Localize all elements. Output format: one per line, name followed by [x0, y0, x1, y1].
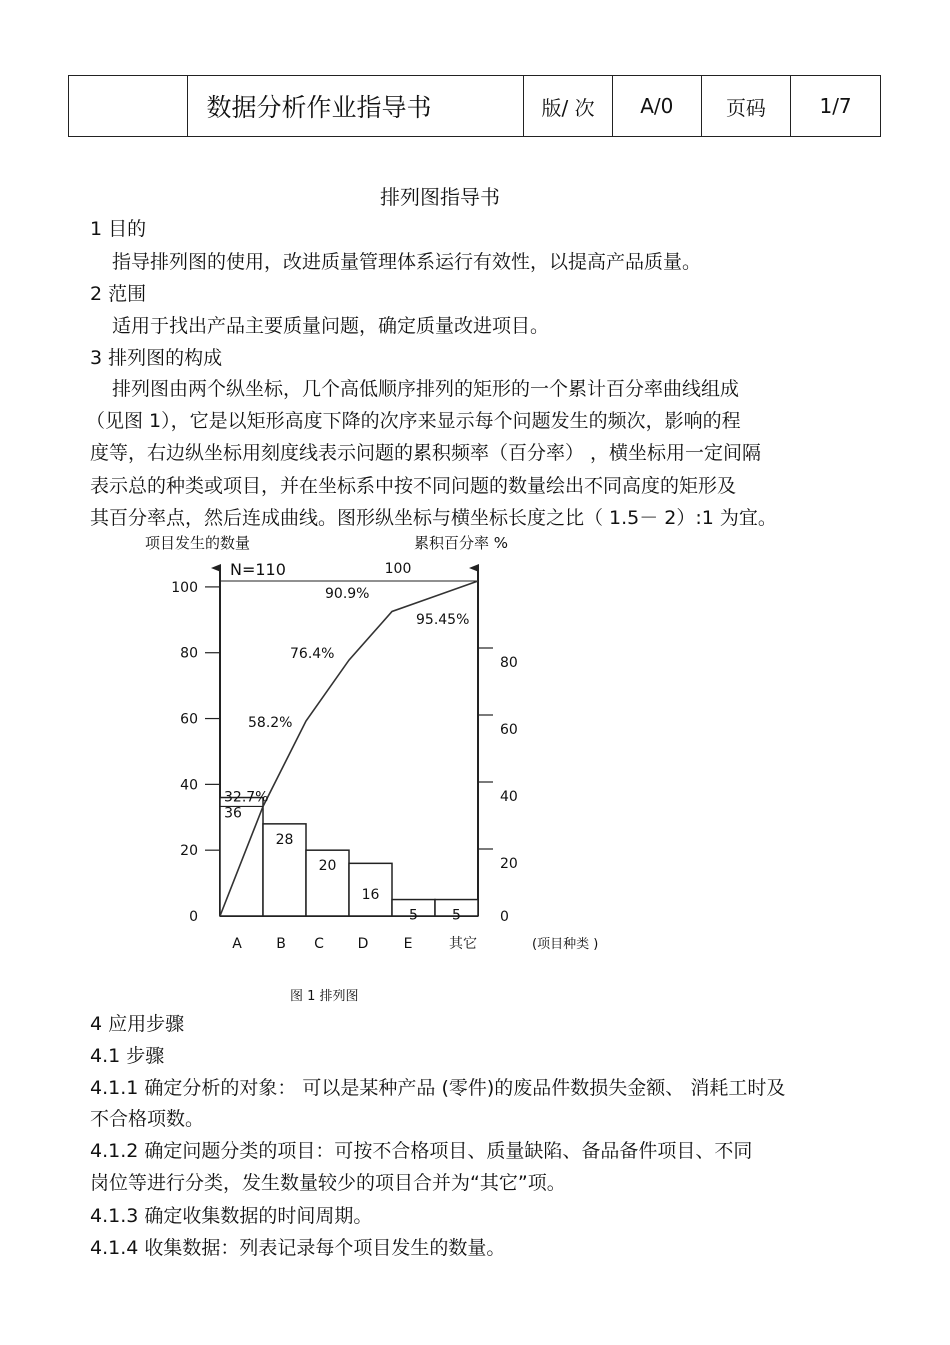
page-value: 1/7: [791, 76, 881, 137]
bar-value-label: 16: [361, 887, 380, 903]
left-tick-label: 60: [180, 711, 198, 728]
section-3-paragraph-line: （见图 1），它是以矩形高度下降的次序来显示每个问题发生的频次，影响的程: [86, 410, 741, 432]
category-label: B: [276, 936, 286, 952]
section-4-1-heading: 4.1 步骤: [90, 1045, 165, 1067]
section-3-paragraph-line: 排列图由两个纵坐标，几个高低顺序排列的矩形的一个累计百分率曲线组成: [112, 378, 740, 400]
right-tick-label: 60: [500, 722, 518, 738]
x-axis-label: (项目种类 ): [532, 937, 599, 952]
step-4-1-1-line: 4.1.1 确定分析的对象： 可以是某种产品 (零件)的废品件数损失金额、 消耗工时及: [90, 1077, 786, 1099]
section-3-heading: 3 排列图的构成: [90, 347, 223, 369]
section-1-text: 指导排列图的使用，改进质量管理体系运行有效性，以提高产品质量。: [112, 251, 702, 273]
step-4-1-4: 4.1.4 收集数据：列表记录每个项目发生的数量。: [90, 1237, 506, 1259]
document-title: 数据分析作业指导书: [188, 76, 524, 137]
pareto-chart: [145, 528, 630, 958]
category-label: D: [357, 936, 369, 952]
header-empty-cell: [69, 76, 188, 137]
page-title: 排列图指导书: [380, 185, 500, 209]
left-tick-label: 40: [180, 777, 198, 794]
cumulative-percent-label: 58.2%: [248, 715, 293, 732]
left-tick-label: 20: [180, 843, 198, 860]
section-2-heading: 2 范围: [90, 283, 147, 305]
section-3-paragraph-line: 表示总的种类或项目，并在坐标系中按不同问题的数量绘出不同高度的矩形及: [90, 475, 737, 497]
section-2-text: 适用于找出产品主要质量问题，确定质量改进项目。: [112, 315, 550, 337]
bar-value-label: 36: [224, 805, 242, 822]
version-label: 版/ 次: [524, 76, 613, 137]
section-4-heading: 4 应用步骤: [90, 1013, 185, 1035]
bar-value-label: 5: [409, 907, 418, 924]
section-3-paragraph-line: 其百分率点，然后连成曲线。图形纵坐标与横坐标长度之比（ 1.5－ 2）:1 为宜。: [90, 507, 777, 529]
section-3-paragraph-line: 度等，右边纵坐标用刻度线表示问题的累积频率（百分率） ，横坐标用一定间隔: [90, 442, 762, 464]
bar-value-label: 20: [318, 858, 337, 875]
category-label: C: [314, 936, 324, 952]
right-tick-label: 20: [500, 856, 518, 872]
right-axis-label: 累积百分率 %: [414, 534, 509, 552]
step-4-1-3: 4.1.3 确定收集数据的时间周期。: [90, 1205, 373, 1227]
cumulative-percent-label: 76.4%: [290, 646, 335, 663]
total-count-label: N=110: [230, 560, 286, 579]
step-4-1-1-line: 不合格项数。: [90, 1108, 205, 1130]
left-tick-label: 0: [189, 909, 198, 925]
bar-value-label: 5: [452, 907, 461, 924]
right-tick-label: 40: [500, 789, 518, 805]
left-tick-label: 100: [171, 579, 198, 596]
step-4-1-2-line: 岗位等进行分类，发生数量较少的项目合并为“其它”项。: [90, 1172, 566, 1194]
figure-caption: 图 1 排列图: [290, 989, 359, 1004]
right-tick-label: 0: [500, 909, 509, 925]
left-tick-label: 80: [180, 645, 198, 662]
page-label: 页码: [701, 76, 790, 137]
cumulative-percent-label: 95.45%: [416, 612, 470, 628]
cumulative-percent-label: 32.7%: [224, 789, 269, 806]
cumulative-percent-label: 100: [384, 561, 412, 577]
category-label: 其它: [449, 936, 477, 952]
step-4-1-2-line: 4.1.2 确定问题分类的项目：可按不合格项目、质量缺陷、备品备件项目、不同: [90, 1140, 753, 1162]
header-table: [68, 75, 881, 137]
section-1-heading: 1 目的: [90, 218, 147, 240]
left-axis-label: 项目发生的数量: [145, 534, 251, 552]
right-tick-label: 80: [500, 655, 518, 671]
bar-value-label: 28: [275, 831, 294, 848]
category-label: E: [403, 936, 413, 952]
version-value: A/0: [612, 76, 701, 137]
category-label: A: [232, 936, 242, 952]
cumulative-percent-label: 90.9%: [325, 586, 370, 602]
